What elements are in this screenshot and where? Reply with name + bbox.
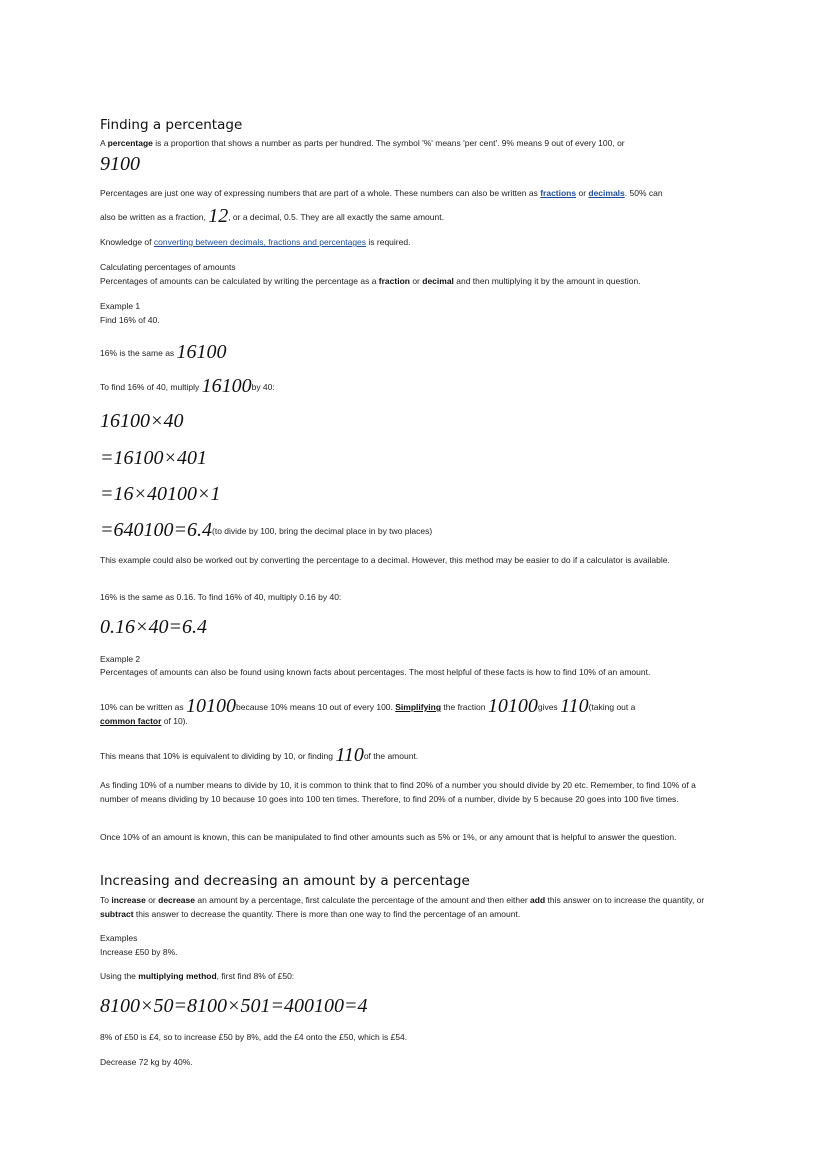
paragraph-known-facts: Percentages of amounts can also be found using known facts about percentages. The most helpful of these facts is how to find 10% of an amount. — [100, 667, 651, 677]
equation-step-1: 16100×40 — [100, 410, 184, 432]
link-common-factor[interactable]: common factor — [100, 716, 162, 726]
section-title-increasing-decreasing: Increasing and decreasing an amount by a percentage — [100, 873, 470, 889]
math-1-over-10: 110 — [560, 695, 589, 717]
paragraph-half-as-fraction: also be written as a fraction, 12, or a decimal, 0.5. They are all exactly the same amount. — [100, 205, 444, 227]
paragraph-16-percent-decimal: 16% is the same as 0.16. To find 16% of 40, multiply 0.16 by 40: — [100, 592, 342, 602]
line-multiplying-method: Using the multiplying method, first find 8% of £50: — [100, 971, 295, 981]
line-16-percent-same-as: 16% is the same as 16100 — [100, 341, 227, 363]
paragraph-increase-result: 8% of £50 is £4, so to increase £50 by 8%, add the £4 onto the £50, which is £54. — [100, 1032, 408, 1042]
equation-8-percent-of-50: 8100×50=8100×501=400100=4 — [100, 995, 368, 1017]
example-1-question: Find 16% of 40. — [100, 315, 160, 325]
section-title-finding-percentage: Finding a percentage — [100, 117, 243, 133]
equation-step-2: =16100×401 — [100, 447, 207, 469]
line-to-find-16-percent: To find 16% of 40, multiply 16100by 40: — [100, 375, 275, 397]
paragraph-common-mistake: As finding 10% of a number means to divide by 10, it is common to think that to find 20% of a number you should divide by 20 etc. Remember, to find 10% of a number of means dividing by 10 because 10 goes into 100 ten times. Therefore, to find 20% of a number, divide by 5 because 20 goes into 100 five times. — [100, 780, 696, 804]
paragraph-decrease-question: Decrease 72 kg by 40%. — [100, 1057, 193, 1067]
math-10-over-100-b: 10100 — [487, 695, 538, 717]
line-10-percent-equivalent: This means that 10% is equivalent to dividing by 10, or finding 110of the amount. — [100, 744, 419, 766]
equation-step-4 — [100, 520, 432, 540]
math-16-over-100-b: 16100 — [201, 375, 252, 397]
math-10-over-100: 10100 — [186, 695, 236, 717]
paragraph-once-10-percent-known: Once 10% of an amount is known, this can be manipulated to find other amounts such as 5% or 1%, or any amount that is helpful to answer the question. — [100, 832, 677, 842]
line-common-factor: common factor of 10). — [100, 716, 188, 726]
link-decimals[interactable]: decimals — [588, 188, 625, 198]
math-16-over-100: 16100 — [176, 341, 227, 363]
paragraph-decimal-alternative: This example could also be worked out by converting the percentage to a decimal. However, this method may be easier to do if a calculator is available. — [100, 555, 670, 565]
equation-step-3: =16×40100×1 — [100, 483, 221, 505]
line-10-percent-fraction: 10% can be written as 10100because 10% means 10 out of every 100. Simplifying the fraction 10100gives 110(taking out a — [100, 695, 636, 717]
paragraph-ways-of-expressing: Percentages are just one way of expressing numbers that are part of a whole. These numbers can also be written as fractions or decimals. 50% can — [100, 188, 663, 198]
paragraph-knowledge-required: Knowledge of converting between decimals, fractions and percentages is required. — [100, 237, 411, 247]
examples-heading: Examples — [100, 933, 138, 943]
equation-decimal-method: 0.16×40=6.4 — [100, 616, 207, 638]
subtitle-calculating-percentages: Calculating percentages of amounts — [100, 262, 236, 272]
link-simplifying[interactable]: Simplifying — [395, 702, 442, 712]
math-9-over-100: 9100 — [100, 153, 140, 175]
link-fractions[interactable]: fractions — [540, 188, 577, 198]
math-1-over-10-b: 110 — [335, 744, 364, 766]
paragraph-percentage-definition: A percentage is a proportion that shows a number as parts per hundred. The symbol '%' means 'per cent'. 9% means 9 out of every 100, or — [100, 138, 625, 148]
paragraph-calculating-method: Percentages of amounts can be calculated by writing the percentage as a fraction or decimal and then multiplying it by the amount in question. — [100, 276, 641, 286]
example-2-heading: Example 2 — [100, 654, 141, 664]
math-equation-result: =640100=6.4 — [100, 519, 212, 541]
math-1-over-2: 12 — [208, 205, 229, 227]
paragraph-increase-decrease-method: To increase or decrease an amount by a percentage, first calculate the percentage of the amount and then either add this answer on to increase the quantity, or subtract this answer to decrease the quantity. There is more than one way to find the percentage of an amount. — [100, 895, 705, 919]
equation-note: (to divide by 100, bring the decimal place in by two places) — [212, 526, 433, 536]
examples-question-increase: Increase £50 by 8%. — [100, 947, 178, 957]
example-1-heading: Example 1 — [100, 301, 141, 311]
link-converting-decimals-fractions-percentages[interactable]: converting between decimals, fractions and percentages — [153, 237, 367, 247]
